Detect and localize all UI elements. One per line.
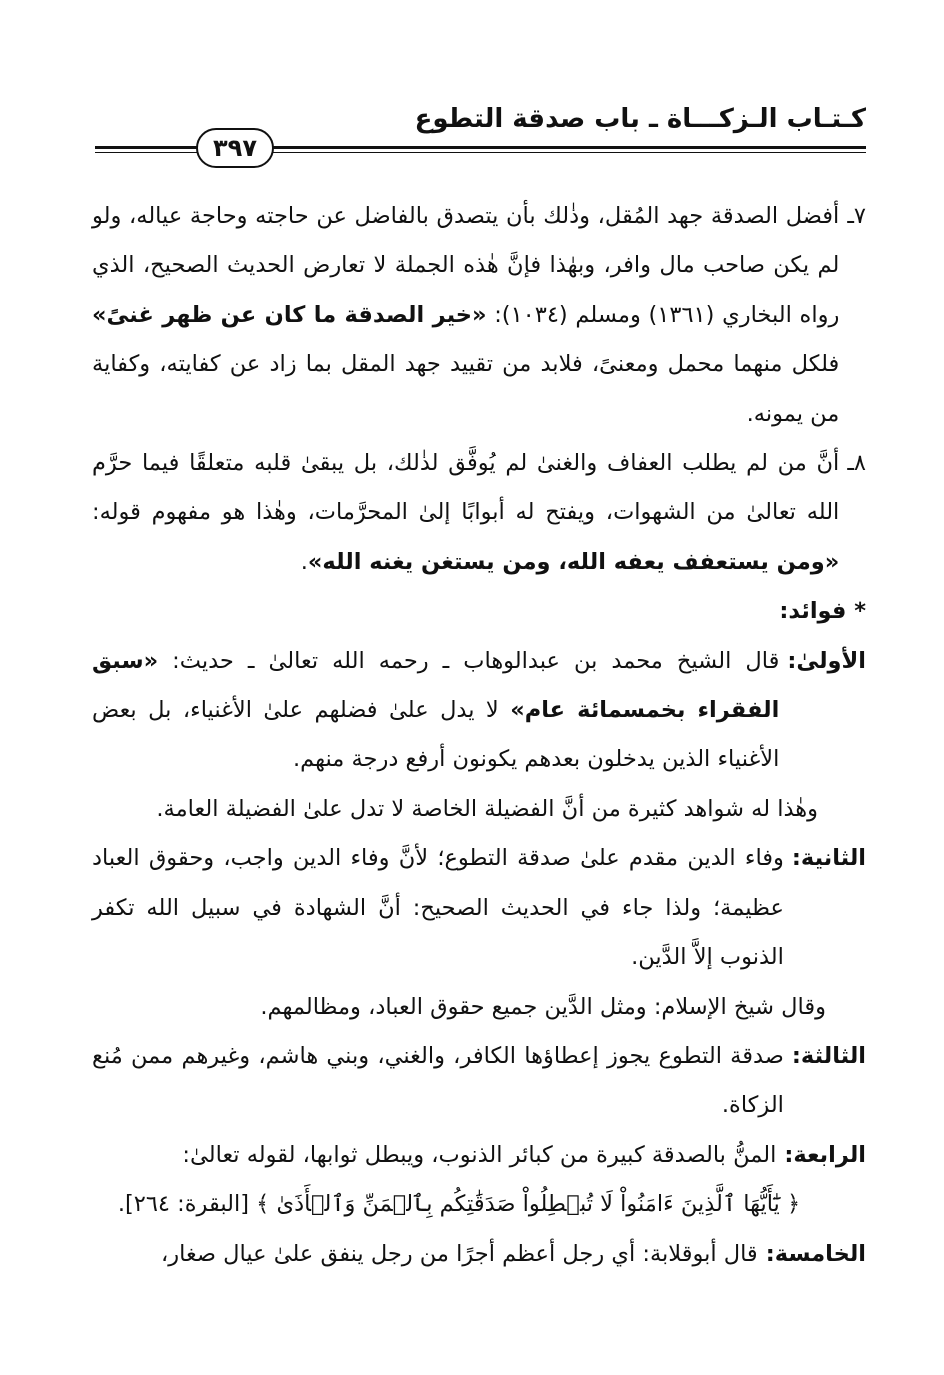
benefit-text-part: قال الشيخ محمد بن عبدالوهاب ـ رحمه الله تعالىٰ ـ حديث: bbox=[158, 647, 780, 674]
benefit-label: الثالثة: bbox=[791, 1042, 866, 1069]
benefit-third bbox=[92, 1032, 866, 1131]
item-text bbox=[92, 439, 839, 587]
benefit-label: الخامسة: bbox=[765, 1240, 866, 1267]
item-text-part: أفضل الصدقة جهد المُقل، وذٰلك بأن يتصدق بالفاضل عن حاجته وحاجة عياله، ولو لم يكن صاحب مال وافر، وبهٰذا فإنَّ هٰذه الجملة لا تعارض الحديث الصحيح، الذي رواه البخاري (١٣٦١) ومسلم (١٠٣٤): bbox=[92, 203, 840, 328]
benefit-label: الثانية: bbox=[791, 845, 866, 872]
benefit-text-part: لا يدل علىٰ فضلهم علىٰ الأغنياء، بل بعض الأغنياء الذين يدخلون بعدهم يكونون أرفع درجة منهم. bbox=[92, 697, 780, 773]
hadith-quote: «سبق الفقراء بخمسمائة عام» bbox=[92, 647, 780, 724]
item-text-part: . bbox=[300, 548, 308, 575]
benefit-label: الأولىٰ: bbox=[787, 647, 866, 674]
quran-verse: ﴿ يَٰٓأَيُّهَا ٱلَّذِينَ ءَامَنُواْ لَا تُبۡطِلُواْ صَدَقَٰتِكُم بِٱلۡمَنِّ وَٱلۡأَذَىٰ ﴾ bbox=[256, 1191, 801, 1218]
item-number: ٧ـ bbox=[847, 203, 866, 229]
quran-verse-line bbox=[92, 1180, 866, 1229]
benefit-second bbox=[92, 834, 866, 982]
benefit-first bbox=[92, 637, 866, 785]
list-item-7 bbox=[92, 192, 866, 439]
item-text bbox=[92, 192, 839, 439]
benefit-label: الرابعة: bbox=[784, 1141, 866, 1168]
benefit-text bbox=[92, 637, 779, 785]
hadith-quote: «ومن يستعفف يعفه الله، ومن يستغن يغنه الله» bbox=[307, 548, 840, 575]
page-body bbox=[92, 192, 866, 1279]
item-text-part: أنَّ من لم يطلب العفاف والغنىٰ لم يُوفَّق لذٰلك، بل يبقىٰ قلبه متعلقًا فيما حرَّم الله تعالىٰ من الشهوات، ويفتح له أبوابًا إلىٰ المحرَّمات، وهٰذا هو مفهوم قوله: bbox=[92, 450, 840, 526]
benefit-text: المنُّ بالصدقة كبيرة من كبائر الذنوب، ويبطل ثوابها، لقوله تعالىٰ: bbox=[182, 1141, 777, 1168]
benefit-fourth bbox=[92, 1131, 866, 1180]
benefit-fifth bbox=[92, 1230, 866, 1279]
running-header-title: كـتـاب الـزكـــاة ـ باب صدقة التطوع bbox=[414, 104, 866, 134]
list-item-8 bbox=[92, 439, 866, 587]
item-text-part: فلكل منهما محمل ومعنىً، فلابد من تقييد جهد المقل بما زاد عن كفايته، وكفاية من يمونه. bbox=[92, 351, 840, 427]
item-number: ٨ـ bbox=[847, 450, 866, 477]
benefits-heading: * فوائد: bbox=[779, 598, 866, 625]
benefit-text: صدقة التطوع يجوز إعطاؤها الكافر، والغني، وبني هاشم، وغيرهم ممن مُنع الزكاة. bbox=[92, 1042, 784, 1119]
verse-reference: [البقرة: ٢٦٤]. bbox=[117, 1191, 257, 1218]
page-number: ٣٩٧ bbox=[196, 128, 274, 168]
benefit-text: قال أبوقلابة: أي رجل أعظم أجرًا من رجل ينفق علىٰ عيال صغار، bbox=[161, 1240, 758, 1267]
hadith-quote: «خير الصدقة ما كان عن ظهر غنىً» bbox=[92, 301, 487, 328]
benefit-second-continuation: وقال شيخ الإسلام: ومثل الدَّين جميع حقوق العباد، ومظالمهم. bbox=[260, 993, 826, 1020]
benefit-first-continuation: وهٰذا له شواهد كثيرة من أنَّ الفضيلة الخاصة لا تدل علىٰ الفضيلة العامة. bbox=[156, 795, 818, 822]
benefit-text: وفاء الدين مقدم علىٰ صدقة التطوع؛ لأنَّ وفاء الدين واجب، وحقوق العباد عظيمة؛ ولذا جاء في الحديث الصحيح: أنَّ الشهادة في سبيل الله تكفر الذنوب إلاَّ الدَّين. bbox=[92, 845, 784, 971]
